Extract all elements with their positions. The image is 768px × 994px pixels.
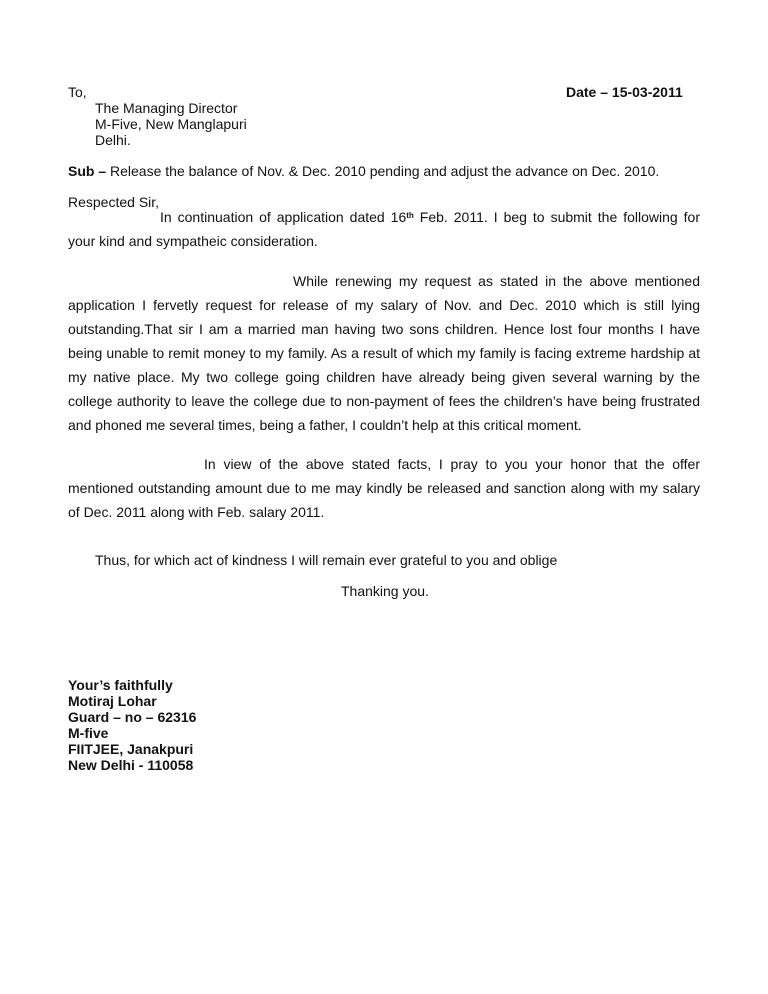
- letter-date: Date – 15-03-2011: [566, 84, 683, 100]
- signature-unit: M-five: [68, 725, 109, 741]
- closing-line: Thus, for which act of kindness I will remain ever grateful to you and oblige: [95, 552, 558, 568]
- signature-name: Motiraj Lohar: [68, 693, 157, 709]
- recipient-line-1: The Managing Director: [95, 100, 238, 116]
- thanking-line: Thanking you.: [341, 583, 429, 599]
- ordinal-suffix: th: [406, 211, 414, 220]
- salutation: Respected Sir,: [68, 194, 160, 210]
- recipient-line-3: Delhi.: [95, 132, 131, 148]
- paragraph-3: In view of the above stated facts, I pray to you your honor that the offer mentioned outstanding amount due to me may kindly be released and sanction along with my salary of Dec. 2011 along with Feb. salary 2011.: [68, 456, 700, 520]
- subject-text: Release the balance of Nov. & Dec. 2010 pending and adjust the advance on Dec. 2010.: [110, 163, 660, 179]
- paragraph-1: [68, 205, 700, 253]
- signature-closing: Your’s faithfully: [68, 677, 173, 693]
- recipient-line-2: M-Five, New Manglapuri: [95, 116, 247, 132]
- subject-line: [68, 163, 659, 179]
- paragraph-2: While renewing my request as stated in the above mentioned application I fervetly request for release of my salary of Nov. and Dec. 2010 which is still lying outstanding.That sir I am a married man having two sons children. Hence lost four months I have being unable to remit money to my family. As a result of which my family is facing extreme hardship at my native place. My two college going children have already being given several warning by the college authority to leave the college due to non-payment of fees the children’s have being frustrated and phoned me several times, being a father, I couldn’t help at this critical moment.: [68, 273, 700, 433]
- subject-label: Sub –: [68, 163, 107, 179]
- signature-guard-no: Guard – no – 62316: [68, 709, 197, 725]
- signature-city: New Delhi - 110058: [68, 757, 194, 773]
- paragraph-1-start: In continuation of application dated 16: [160, 209, 407, 225]
- paragraph-1-end: Feb. 2011. I beg to submit the following for your kind and sympatheic consideration.: [68, 209, 700, 249]
- signature-block: [68, 677, 196, 773]
- to-label: To,: [68, 84, 87, 100]
- signature-location: FIITJEE, Janakpuri: [68, 741, 194, 757]
